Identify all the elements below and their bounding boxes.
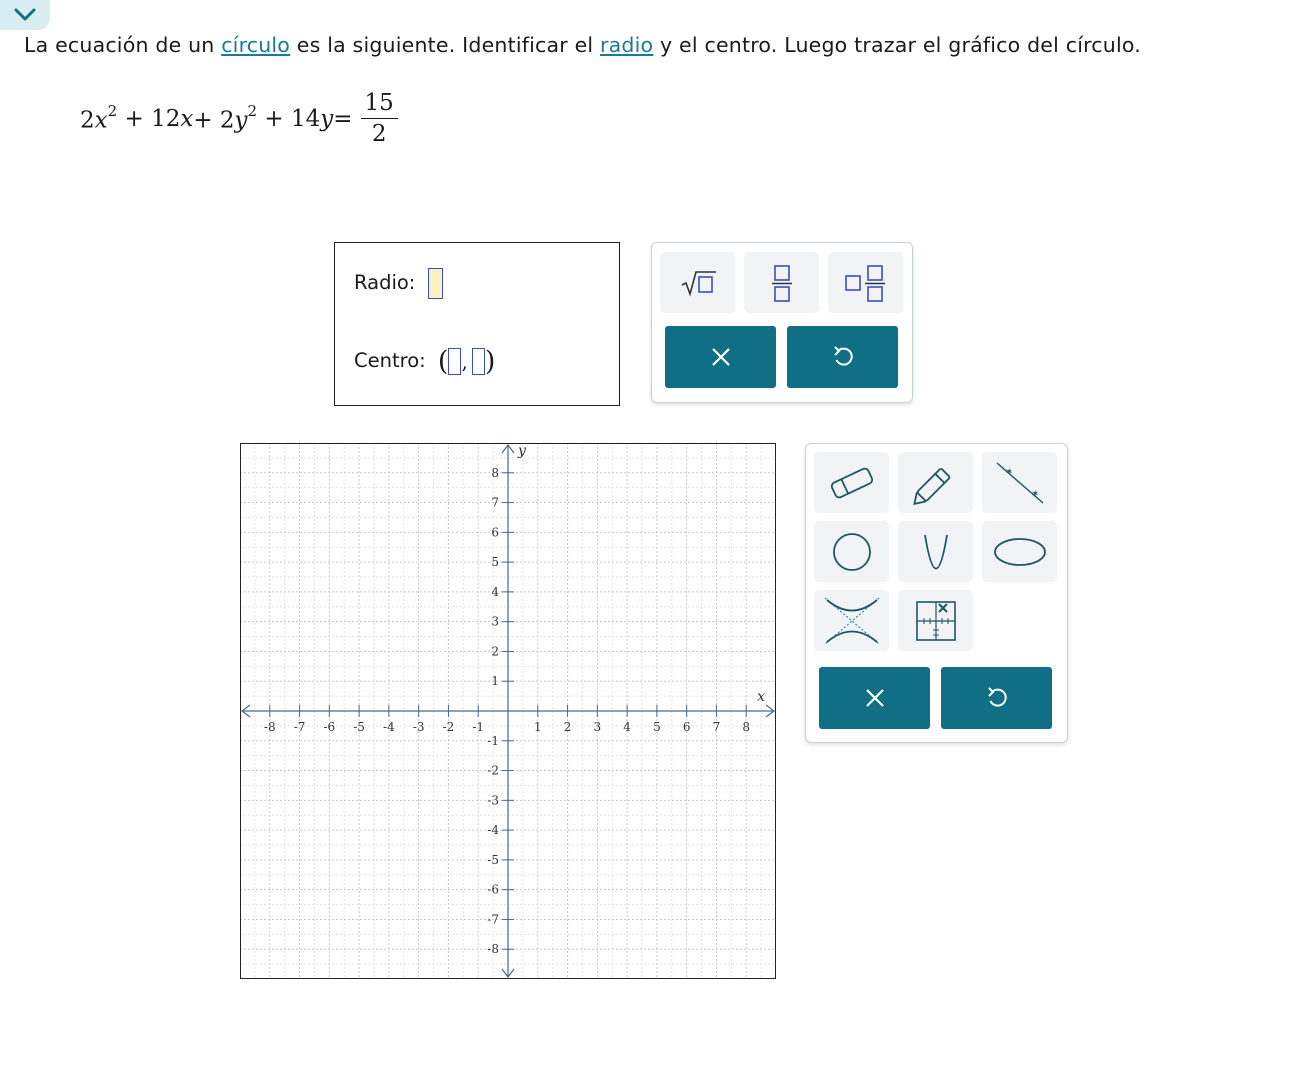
y-tick-label: 1 — [490, 673, 499, 688]
y-tick-label: -1 — [486, 733, 499, 748]
parabola-tool[interactable] — [898, 521, 973, 582]
x-tick-label: -3 — [412, 719, 425, 734]
open-paren: ( — [437, 346, 449, 377]
question-text — [24, 33, 1141, 57]
radius-link[interactable]: radio — [600, 33, 654, 57]
y-tick-label: 7 — [490, 495, 499, 510]
hyperbola-icon — [821, 594, 883, 648]
y-tick-label: -4 — [486, 822, 499, 837]
y-axis-label: y — [517, 442, 526, 459]
equals-sign: = — [333, 106, 353, 132]
ellipse-icon — [992, 535, 1048, 569]
graph-tools-panel — [805, 443, 1068, 743]
x-tick-label: 8 — [741, 719, 750, 734]
center-label: Centro: — [354, 349, 426, 372]
math-keypad — [651, 242, 913, 403]
answer-box — [334, 242, 620, 406]
graph-undo-button[interactable] — [941, 667, 1052, 729]
center-x-input[interactable] — [448, 348, 461, 375]
svg-text:✶: ✶ — [1030, 488, 1039, 500]
hyperbola-tool[interactable] — [814, 590, 889, 651]
clear-button[interactable] — [665, 326, 776, 388]
x-tick-label: 7 — [712, 719, 720, 734]
y-tick-label: -8 — [486, 941, 499, 956]
graph-clear-button[interactable] — [819, 667, 930, 729]
center-comma: , — [461, 349, 468, 374]
undo-icon — [832, 345, 854, 369]
radius-input[interactable] — [428, 268, 443, 299]
x-tick-label: 2 — [563, 719, 571, 734]
question-part-1: La ecuación de un — [24, 33, 222, 57]
radius-label: Radio: — [354, 271, 416, 294]
coordinate-grid[interactable] — [240, 443, 776, 979]
y-tick-label: 2 — [490, 643, 499, 658]
x-tick-label: -1 — [471, 719, 484, 734]
pencil-tool[interactable] — [898, 452, 973, 513]
y-tick-label: -2 — [486, 763, 499, 778]
equation-term-1: $2x^2$ — [80, 101, 118, 134]
square-root-icon — [678, 268, 718, 298]
question-part-2: es la siguiente. Identificar el — [290, 33, 601, 57]
close-icon — [711, 347, 731, 367]
chevron-down-icon — [14, 8, 36, 22]
svg-text:✶: ✶ — [1004, 466, 1013, 478]
mixed-number-icon — [844, 263, 888, 303]
y-tick-label: 8 — [490, 465, 499, 480]
x-tick-label: 6 — [682, 719, 690, 734]
y-tick-label: -5 — [486, 852, 499, 867]
fraction-numerator: 15 — [361, 91, 398, 119]
fraction-key[interactable] — [744, 252, 819, 313]
square-root-key[interactable] — [660, 252, 735, 313]
x-tick-label: 4 — [622, 719, 631, 734]
radius-row — [354, 268, 443, 299]
line-icon — [991, 459, 1049, 507]
pencil-icon — [911, 460, 961, 506]
y-tick-label: 3 — [490, 614, 499, 629]
x-tick-label: 1 — [533, 719, 542, 734]
x-tick-label: 5 — [652, 719, 661, 734]
x-tick-label: -7 — [293, 719, 305, 734]
equation-term-2: + 12x — [124, 106, 194, 132]
line-tool[interactable] — [982, 452, 1057, 513]
ellipse-tool[interactable] — [982, 521, 1057, 582]
x-tick-label: 3 — [593, 719, 601, 734]
x-axis-label: x — [756, 688, 765, 705]
y-tick-label: -6 — [486, 882, 499, 897]
x-tick-label: -2 — [442, 719, 454, 734]
x-tick-label: -6 — [322, 719, 335, 734]
fraction-denominator: 2 — [371, 121, 387, 147]
parabola-icon — [921, 532, 951, 572]
undo-icon — [986, 686, 1008, 710]
y-tick-label: -3 — [486, 792, 499, 807]
collapse-toggle[interactable] — [0, 0, 50, 30]
close-paren: ) — [484, 346, 496, 377]
center-row — [354, 346, 495, 377]
y-tick-label: 6 — [490, 524, 499, 539]
graph-area[interactable] — [240, 443, 776, 979]
circle-equation — [80, 88, 398, 150]
circle-icon — [830, 530, 874, 574]
x-tick-label: -5 — [352, 719, 365, 734]
center-y-input[interactable] — [472, 348, 485, 375]
point-tool[interactable] — [898, 590, 973, 651]
eraser-icon — [824, 463, 880, 503]
y-tick-label: -7 — [486, 911, 499, 926]
mixed-number-key[interactable] — [828, 252, 903, 313]
x-tick-label: -8 — [263, 719, 276, 734]
equation-fraction — [361, 91, 398, 148]
circle-link[interactable]: círculo — [221, 33, 291, 57]
point-plot-icon — [915, 600, 957, 642]
circle-tool[interactable] — [814, 521, 889, 582]
question-part-3: y el centro. Luego trazar el gráfico del círculo. — [653, 33, 1141, 57]
close-icon — [865, 688, 885, 708]
y-tick-label: 5 — [490, 554, 499, 569]
undo-button[interactable] — [787, 326, 898, 388]
equation-term-3: + $2y^2$ — [193, 101, 258, 134]
fraction-icon — [770, 263, 794, 303]
eraser-tool[interactable] — [814, 452, 889, 513]
equation-term-4: + 14y — [264, 106, 334, 132]
y-tick-label: 4 — [490, 584, 499, 599]
x-tick-label: -4 — [382, 719, 395, 734]
